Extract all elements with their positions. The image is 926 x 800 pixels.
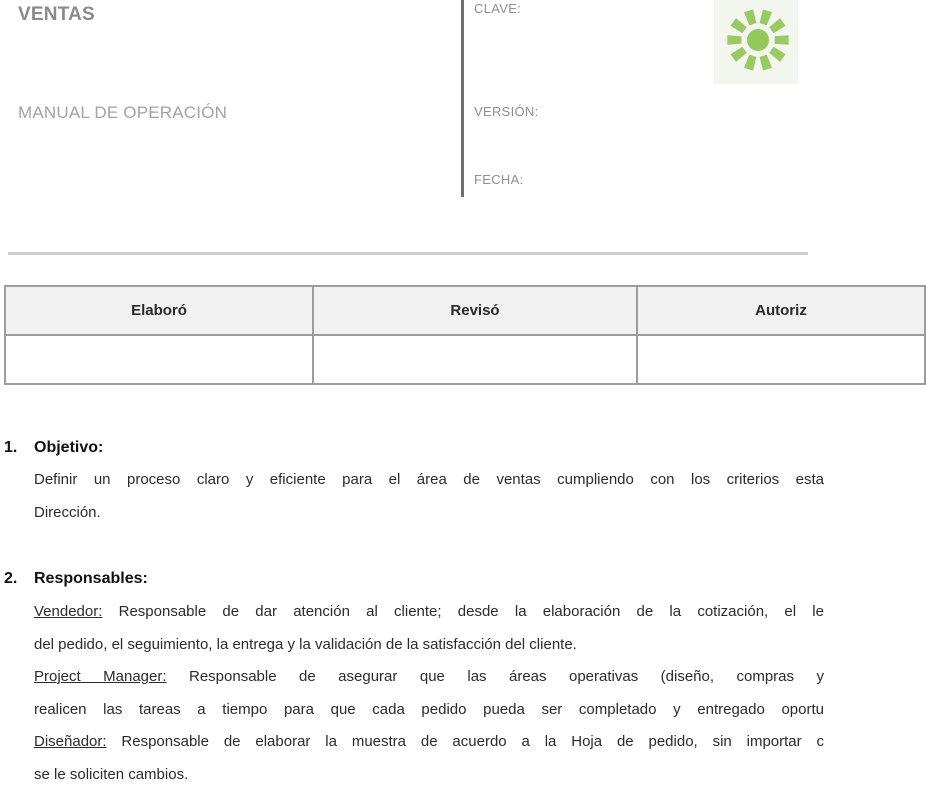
section-1-number: 1. [4,439,18,456]
section-2-heading: Responsables: [34,570,148,587]
fecha-label: FECHA: [474,172,524,187]
elaboro-header: Elaboró [5,286,313,335]
document-subtitle: MANUAL DE OPERACIÓN [18,103,228,122]
reviso-signature-cell [313,335,637,384]
section-2-number: 2. [4,570,18,587]
elaboro-signature-cell [5,335,313,384]
header-separator [8,252,808,255]
disenador-line-1 [34,726,824,759]
autorizo-header: Autoriz [637,286,925,335]
signature-header-row [5,286,925,335]
header-divider [461,0,464,197]
project-manager-role: Project Manager: [34,668,167,685]
company-logo [714,0,798,84]
objective-line-1: Definir un proceso claro y eficiente para el área de ventas cumpliendo con los criterios esta [34,471,824,488]
vendedor-line-1 [34,596,824,629]
document-title: VENTAS [18,4,95,25]
disenador-line-2: se le soliciten cambios. [34,765,189,783]
clave-label: CLAVE: [474,1,522,16]
vendedor-line-2: del pedido, el seguimiento, la entrega y la validación de la satisfacción del cliente. [34,635,577,653]
section-1-heading: Objetivo: [34,439,104,456]
pm-desc-1: Responsable de asegurar que las áreas operativas (diseño, compras y [166,668,824,685]
logo-arm [727,35,741,45]
autorizo-signature-cell [637,335,925,384]
responsables-paragraph [34,596,824,791]
logo-arm [775,35,789,45]
objective-line-2: Dirección. [34,503,101,521]
disenador-desc-1: Responsable de elaborar la muestra de acuerdo a la Hoja de pedido, sin importar c [106,733,824,750]
signature-table [4,285,926,385]
disenador-role: Diseñador: [34,733,107,750]
version-label: VERSIÓN: [474,104,539,119]
section-1-paragraph [34,464,824,529]
pm-line-1 [34,661,824,694]
signature-blank-row [5,335,925,384]
vendedor-role: Vendedor: [34,603,103,620]
reviso-header: Revisó [313,286,637,335]
vendedor-desc-1: Responsable de dar atención al cliente; desde la elaboración de la cotización, el le [102,603,824,620]
pm-line-2: realicen las tareas a tiempo para que cada pedido pueda ser completado y entregado oportu [34,700,824,718]
